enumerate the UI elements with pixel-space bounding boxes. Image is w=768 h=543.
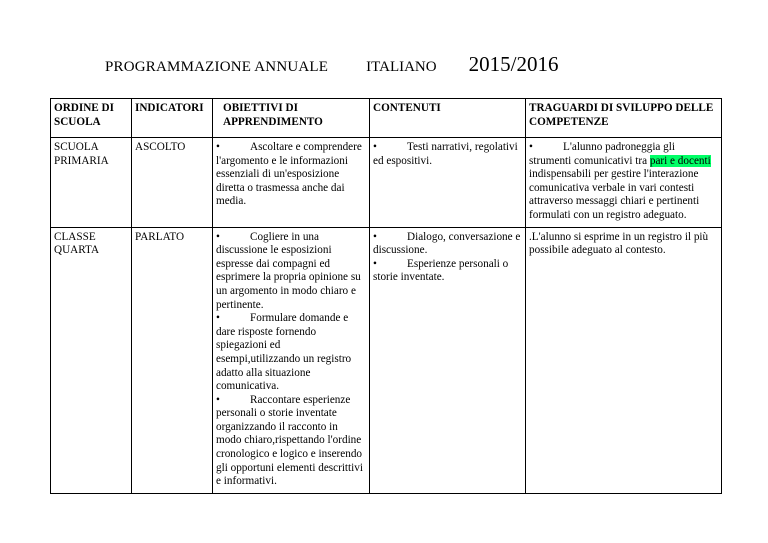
bullet-item: • Testi narrativi, regolativi ed espositivi.	[373, 141, 518, 167]
bullet-item: • Dialogo, conversazione e discussione.	[373, 230, 521, 257]
cell-indicatore: PARLATO	[132, 227, 213, 493]
title-main: PROGRAMMAZIONE ANNUALE	[105, 59, 329, 75]
bullet-item: • Formulare domande e dare risposte fornendo spiegazioni ed esempi,utilizzando un registro adatto alla situazione comunicativa.	[216, 312, 352, 393]
title-year: 2015/2016	[468, 52, 559, 76]
bullet-item: • Cogliere in una discussione le esposizioni espresse dai compagni ed esprimere la propria opinione su un argomento in modo chiaro e pertinente.	[216, 230, 361, 311]
header-indicatori: INDICATORI	[132, 99, 213, 138]
cell-traguardi: .L'alunno si esprime in un registro il più possibile adeguato al contesto.	[526, 227, 722, 493]
bullet-icon: •	[529, 141, 533, 153]
cell-obiettivi	[213, 138, 370, 228]
cell-contenuti	[370, 227, 526, 493]
header-obiettivi: OBIETTIVI DI APPRENDIMENTO	[213, 99, 370, 138]
highlighted-text: pari e docenti	[649, 154, 711, 167]
header-traguardi: TRAGUARDI DI SVILUPPO DELLE COMPETENZE	[526, 99, 722, 138]
bullet-icon: •	[216, 230, 220, 243]
header-contenuti: CONTENUTI	[370, 99, 526, 138]
bullet-item: • Esperienze personali o storie inventate.	[373, 257, 509, 284]
bullet-icon: •	[373, 257, 377, 270]
bullet-item: • L'alunno padroneggia gli strumenti comunicativi tra pari e docenti indispensabili per gestire l'interazione comunicativa verbale in vari contesti attraverso messaggi chiari e pertinenti formulati con un registro adeguato.	[529, 141, 711, 221]
title-subject: ITALIANO	[366, 59, 437, 75]
bullet-icon: •	[216, 312, 220, 325]
bullet-icon: •	[216, 141, 220, 153]
bullet-item: • Raccontare esperienze personali o storie inventate organizzando il racconto in modo chiaro,rispettando l'ordine cronologico e logico e inserendo gli opportuni elementi descrittivi e informativi.	[216, 393, 363, 488]
table-row	[51, 138, 722, 228]
cell-obiettivi	[213, 227, 370, 493]
cell-ordine: CLASSE QUARTA	[51, 227, 132, 493]
document-title	[105, 52, 558, 77]
cell-ordine: SCUOLA PRIMARIA	[51, 138, 132, 228]
bullet-icon: •	[373, 230, 377, 243]
bullet-icon: •	[216, 393, 220, 406]
cell-indicatore: ASCOLTO	[132, 138, 213, 228]
cell-traguardi	[526, 138, 722, 228]
bullet-item: • Ascoltare e comprendere l'argomento e le informazioni essenziali di un'esposizione diretta o trasmessa anche dai media.	[216, 141, 362, 208]
table-row	[51, 227, 722, 493]
bullet-icon: •	[373, 141, 377, 153]
programming-table	[50, 98, 722, 494]
header-ordine: ORDINE DI SCUOLA	[51, 99, 132, 138]
cell-contenuti	[370, 138, 526, 228]
table-header-row	[51, 99, 722, 138]
